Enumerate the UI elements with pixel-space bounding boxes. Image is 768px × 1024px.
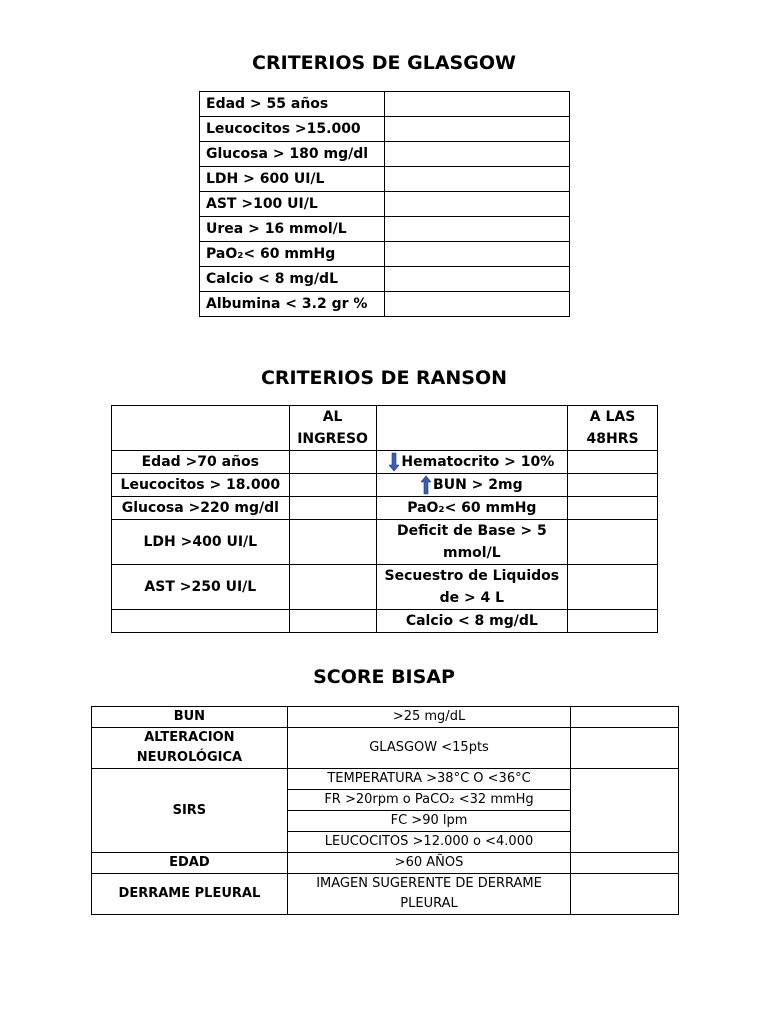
glasgow-criterion: Urea > 16 mmol/L xyxy=(200,217,385,242)
ranson-ingreso-score-cell xyxy=(289,474,376,497)
ranson-row xyxy=(112,565,658,610)
glasgow-score-cell xyxy=(384,142,569,167)
bisap-derrame-score xyxy=(571,874,679,915)
bisap-sirs-value: FR >20rpm o PaCO₂ <32 mmHg xyxy=(287,790,571,811)
ranson-48hrs-label: Deficit de Base > 5 mmol/L xyxy=(396,523,547,561)
ranson-48hrs-label: Hematocrito > 10% xyxy=(401,454,555,470)
ranson-ingreso-criterion: Edad >70 años xyxy=(112,451,290,474)
ranson-table xyxy=(111,405,658,633)
bisap-neuro-label: ALTERACION NEUROLÓGICA xyxy=(92,728,288,769)
bisap-sirs-value: TEMPERATURA >38°C O <36°C xyxy=(287,769,571,790)
glasgow-row xyxy=(200,142,570,167)
ranson-48hrs-score-cell xyxy=(568,565,658,610)
ranson-row xyxy=(112,474,658,497)
glasgow-score-cell xyxy=(384,267,569,292)
ranson-ingreso-criterion xyxy=(112,610,290,633)
ranson-ingreso-criterion: LDH >400 UI/L xyxy=(112,520,290,565)
glasgow-criterion: Calcio < 8 mg/dL xyxy=(200,267,385,292)
ranson-48hrs-criterion xyxy=(376,497,568,520)
bisap-derrame-label: DERRAME PLEURAL xyxy=(92,874,288,915)
bisap-derrame-value: IMAGEN SUGERENTE DE DERRAME PLEURAL xyxy=(287,874,571,915)
glasgow-criterion: Glucosa > 180 mg/dl xyxy=(200,142,385,167)
bisap-bun-score xyxy=(571,707,679,728)
bisap-row-neuro xyxy=(92,728,679,769)
ranson-48hrs-criterion xyxy=(376,474,568,497)
ranson-title: CRITERIOS DE RANSON xyxy=(260,367,508,389)
glasgow-score-cell xyxy=(384,192,569,217)
bisap-edad-value: >60 AÑOS xyxy=(287,853,571,874)
ranson-ingreso-criterion: AST >250 UI/L xyxy=(112,565,290,610)
bisap-sirs-value: FC >90 lpm xyxy=(287,811,571,832)
glasgow-score-cell xyxy=(384,92,569,117)
glasgow-title: CRITERIOS DE GLASGOW xyxy=(252,52,516,74)
glasgow-criterion: PaO₂< 60 mmHg xyxy=(200,242,385,267)
glasgow-score-cell xyxy=(384,242,569,267)
glasgow-criterion: AST >100 UI/L xyxy=(200,192,385,217)
glasgow-criterion: Albumina < 3.2 gr % xyxy=(200,292,385,317)
ranson-row xyxy=(112,520,658,565)
glasgow-score-cell xyxy=(384,217,569,242)
bisap-sirs-score xyxy=(571,769,679,853)
ranson-48hrs-criterion xyxy=(376,520,568,565)
glasgow-row xyxy=(200,192,570,217)
glasgow-row xyxy=(200,117,570,142)
glasgow-row xyxy=(200,242,570,267)
bisap-row-edad xyxy=(92,853,679,874)
arrow-down-icon xyxy=(389,452,399,472)
ranson-48hrs-label: Secuestro de Liquidos de > 4 L xyxy=(384,568,560,606)
bisap-row-sirs-1 xyxy=(92,769,679,790)
glasgow-criterion: LDH > 600 UI/L xyxy=(200,167,385,192)
ranson-row xyxy=(112,451,658,474)
ranson-row xyxy=(112,497,658,520)
ranson-48hrs-score-cell xyxy=(568,474,658,497)
ranson-header-ingreso: AL INGRESO xyxy=(289,406,376,451)
ranson-48hrs-label: PaO₂< 60 mmHg xyxy=(407,500,537,516)
ranson-ingreso-criterion: Leucocitos > 18.000 xyxy=(112,474,290,497)
glasgow-row xyxy=(200,217,570,242)
ranson-48hrs-criterion xyxy=(376,565,568,610)
ranson-48hrs-criterion xyxy=(376,451,568,474)
ranson-48hrs-score-cell xyxy=(568,520,658,565)
arrow-up-icon xyxy=(421,475,431,495)
ranson-ingreso-score-cell xyxy=(289,497,376,520)
glasgow-row xyxy=(200,167,570,192)
ranson-48hrs-score-cell xyxy=(568,451,658,474)
ranson-ingreso-score-cell xyxy=(289,565,376,610)
ranson-ingreso-score-cell xyxy=(289,451,376,474)
glasgow-score-cell xyxy=(384,117,569,142)
glasgow-score-cell xyxy=(384,292,569,317)
ranson-header-48hrs: A LAS 48HRS xyxy=(568,406,658,451)
bisap-bun-label: BUN xyxy=(92,707,288,728)
ranson-ingreso-score-cell xyxy=(289,610,376,633)
ranson-header-empty xyxy=(112,406,290,451)
bisap-title: SCORE BISAP xyxy=(313,666,455,688)
bisap-edad-score xyxy=(571,853,679,874)
ranson-row xyxy=(112,610,658,633)
ranson-header-row xyxy=(112,406,658,451)
glasgow-table xyxy=(199,91,570,317)
ranson-48hrs-label: BUN > 2mg xyxy=(433,477,523,493)
bisap-neuro-value: GLASGOW <15pts xyxy=(287,728,571,769)
bisap-neuro-score xyxy=(571,728,679,769)
bisap-row-derrame xyxy=(92,874,679,915)
ranson-ingreso-criterion: Glucosa >220 mg/dl xyxy=(112,497,290,520)
ranson-48hrs-criterion xyxy=(376,610,568,633)
bisap-bun-value: >25 mg/dL xyxy=(287,707,571,728)
bisap-edad-label: EDAD xyxy=(92,853,288,874)
ranson-48hrs-score-cell xyxy=(568,497,658,520)
bisap-row-bun xyxy=(92,707,679,728)
glasgow-criterion: Edad > 55 años xyxy=(200,92,385,117)
ranson-header-empty2 xyxy=(376,406,568,451)
ranson-ingreso-score-cell xyxy=(289,520,376,565)
glasgow-row xyxy=(200,92,570,117)
ranson-48hrs-label: Calcio < 8 mg/dL xyxy=(405,613,538,629)
glasgow-row xyxy=(200,267,570,292)
bisap-table xyxy=(91,706,679,915)
bisap-sirs-value: LEUCOCITOS >12.000 o <4.000 xyxy=(287,832,571,853)
glasgow-score-cell xyxy=(384,167,569,192)
bisap-sirs-label: SIRS xyxy=(92,769,288,853)
glasgow-criterion: Leucocitos >15.000 xyxy=(200,117,385,142)
ranson-48hrs-score-cell xyxy=(568,610,658,633)
glasgow-row xyxy=(200,292,570,317)
